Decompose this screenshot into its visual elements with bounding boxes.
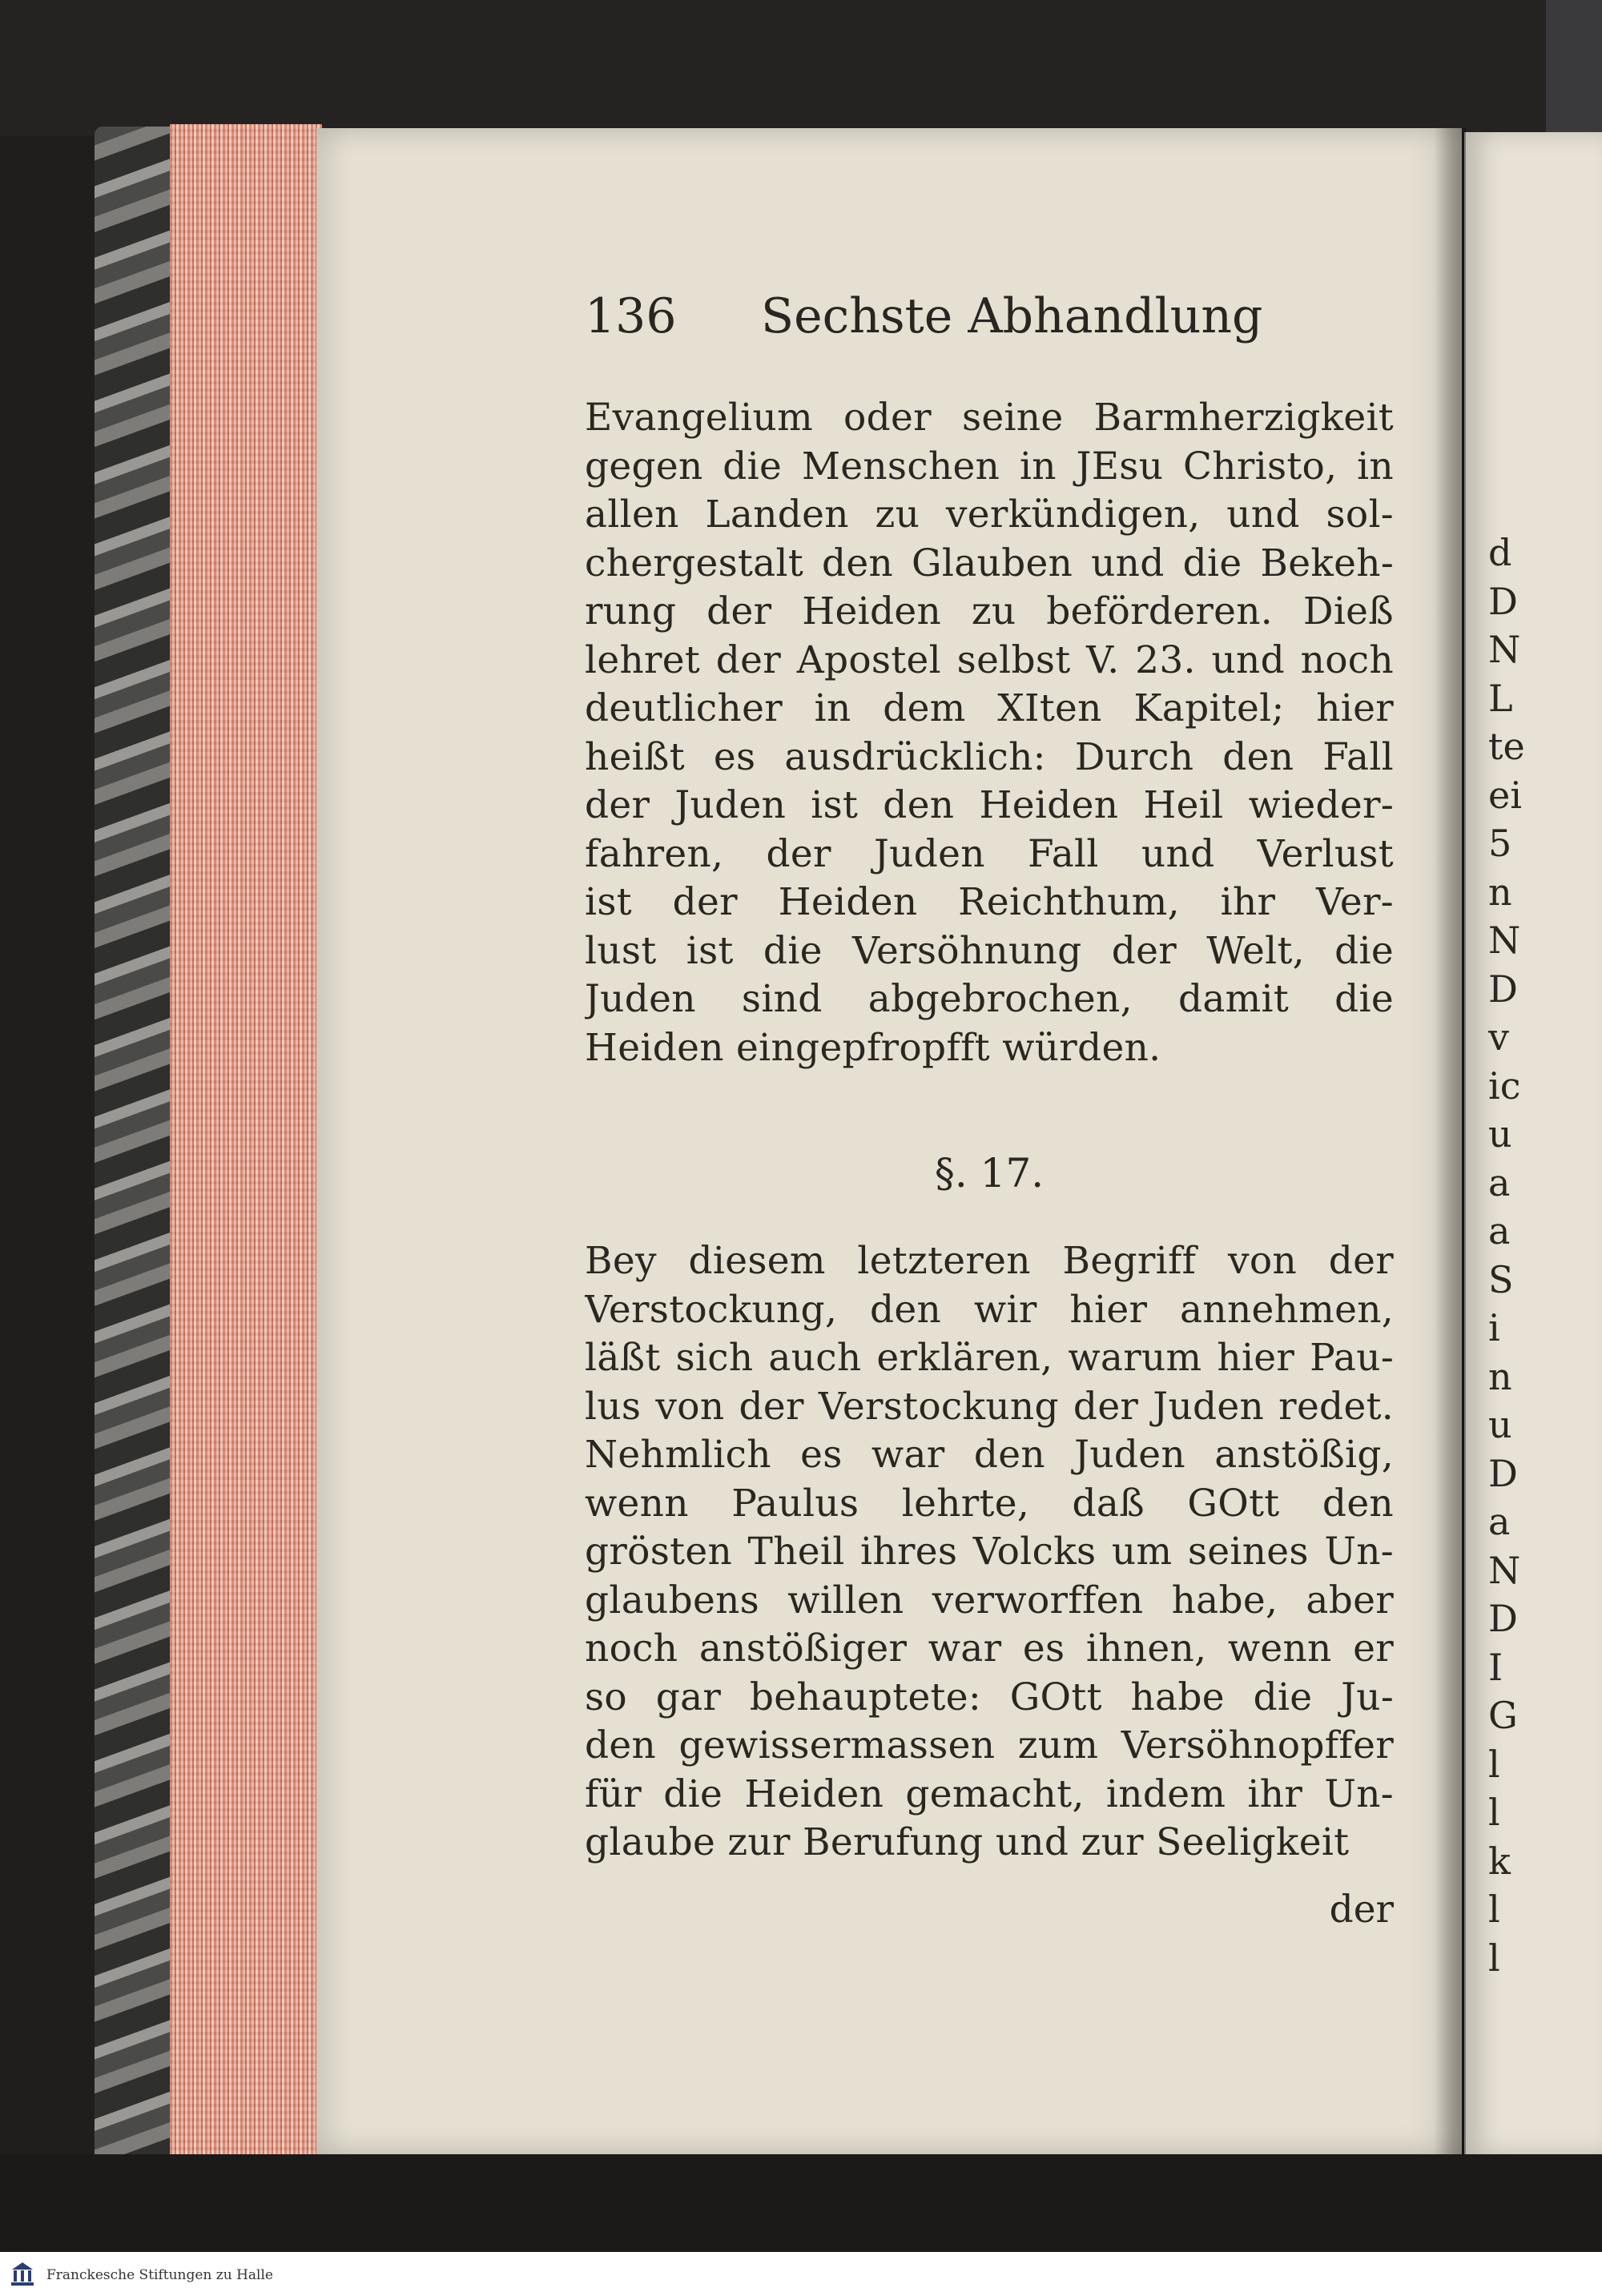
facing-page-fragment: v xyxy=(1488,1015,1509,1059)
facing-page-fragment: ei xyxy=(1488,773,1522,817)
facing-page-fragment: l xyxy=(1488,1791,1500,1834)
facing-page-fragment: n xyxy=(1488,1354,1512,1398)
paragraph-1-line: Evangelium oder seine Barmherzigkeit xyxy=(585,396,1394,440)
facing-page-fragment: ic xyxy=(1488,1064,1521,1108)
footer-bar xyxy=(0,2252,1602,2296)
paragraph-1-line: fahren, der Juden Fall und Verlust xyxy=(585,831,1394,876)
facing-page-fragment: G xyxy=(1488,1694,1518,1737)
paragraph-1-line: rung der Heiden zu beförderen. Dieß xyxy=(585,589,1394,633)
facing-page-fragment: N xyxy=(1488,1548,1521,1592)
facing-page-fragment: 5 xyxy=(1488,822,1512,865)
facing-page-fragment: u xyxy=(1488,1112,1512,1156)
paragraph-2 xyxy=(585,1237,1394,1868)
facing-page-fragment: I xyxy=(1488,1645,1503,1689)
facing-page-fragment: N xyxy=(1488,628,1521,671)
paragraph-2-line: wenn Paulus lehrte, daß GOtt den xyxy=(585,1481,1394,1526)
page-number: 136 xyxy=(585,288,677,344)
paragraph-2-line: glaubens willen verworffen habe, aber xyxy=(585,1578,1394,1622)
institution-logo-icon xyxy=(8,2260,37,2289)
right-page-partial xyxy=(1464,132,1602,2154)
catchword: der xyxy=(1329,1888,1394,1932)
paragraph-2-line: für die Heiden gemacht, indem ihr Un- xyxy=(585,1771,1394,1816)
paragraph-1-line: Heiden eingepfropfft würden. xyxy=(585,1025,1161,1070)
paragraph-2-line: glaube zur Berufung und zur Seeligkeit xyxy=(585,1820,1350,1864)
facing-page-text-fragments xyxy=(1488,529,1600,1982)
gutter-shadow xyxy=(1434,128,1466,2154)
facing-page-fragment: a xyxy=(1488,1209,1511,1253)
facing-page-fragment: l xyxy=(1488,1888,1500,1931)
facing-page-fragment: D xyxy=(1488,1451,1518,1495)
running-head xyxy=(585,284,1263,348)
paragraph-2-line: den gewissermassen zum Versöhnopffer xyxy=(585,1723,1394,1767)
paragraph-2-line: grösten Theil ihres Volcks um seines Un- xyxy=(585,1530,1394,1574)
facing-page-fragment: D xyxy=(1488,1597,1518,1640)
book-page-edges-red xyxy=(170,124,322,2154)
photo-background-strip xyxy=(1546,0,1602,144)
facing-page-fragment: l xyxy=(1488,1742,1500,1786)
photo-background-bottom xyxy=(0,2154,1602,2252)
paragraph-1-line: Juden sind abgebrochen, damit die xyxy=(585,977,1394,1021)
paragraph-2-line: läßt sich auch erklären, warum hier Pau- xyxy=(585,1336,1394,1380)
paragraph-1-line: gegen die Menschen in JEsu Christo, in xyxy=(585,444,1394,489)
running-title: Sechste Abhandlung xyxy=(761,288,1263,344)
paragraph-1-line: lehret der Apostel selbst V. 23. und noch xyxy=(585,637,1394,682)
paragraph-1-line: chergestalt den Glauben und die Bekeh- xyxy=(585,541,1394,585)
paragraph-1-line: lust ist die Versöhnung der Welt, die xyxy=(585,928,1394,973)
paragraph-1-line: allen Landen zu verkündigen, und sol- xyxy=(585,493,1394,537)
facing-page-fragment: S xyxy=(1488,1257,1514,1301)
paragraph-1 xyxy=(585,394,1394,1072)
paragraph-2-line: noch anstößiger war es ihnen, wenn er xyxy=(585,1627,1394,1671)
facing-page-fragment: k xyxy=(1488,1839,1511,1883)
facing-page-fragment: te xyxy=(1488,725,1525,768)
paragraph-2-line: lus von der Verstockung der Juden redet. xyxy=(585,1384,1394,1429)
paragraph-1-line: ist der Heiden Reichthum, ihr Ver- xyxy=(585,880,1394,924)
paragraph-1-line: deutlicher in dem XIten Kapitel; hier xyxy=(585,686,1394,730)
paragraph-2-line: so gar behauptete: GOtt habe die Ju- xyxy=(585,1675,1394,1719)
institution-name: Franckesche Stiftungen zu Halle xyxy=(46,2267,273,2283)
paragraph-1-line: heißt es ausdrücklich: Durch den Fall xyxy=(585,734,1394,779)
facing-page-fragment: d xyxy=(1488,531,1512,574)
facing-page-fragment: D xyxy=(1488,579,1518,623)
facing-page-fragment: n xyxy=(1488,870,1512,914)
paragraph-2-line: Verstockung, den wir hier annehmen, xyxy=(585,1287,1394,1332)
facing-page-fragment: D xyxy=(1488,967,1518,1011)
facing-page-fragment: a xyxy=(1488,1160,1511,1204)
photo-background-top xyxy=(0,0,1602,136)
facing-page-fragment: i xyxy=(1488,1306,1500,1349)
paragraph-1-line: der Juden ist den Heiden Heil wieder- xyxy=(585,783,1394,827)
facing-page-fragment: L xyxy=(1488,676,1513,720)
paragraph-2-line: Nehmlich es war den Juden anstößig, xyxy=(585,1433,1394,1477)
section-heading: §. 17. xyxy=(934,1150,1045,1196)
facing-page-fragment: l xyxy=(1488,1936,1500,1980)
facing-page-fragment: N xyxy=(1488,919,1521,962)
facing-page-fragment: a xyxy=(1488,1500,1511,1543)
facing-page-fragment: u xyxy=(1488,1403,1512,1446)
paragraph-2-line: Bey diesem letzteren Begriff von der xyxy=(585,1239,1394,1283)
